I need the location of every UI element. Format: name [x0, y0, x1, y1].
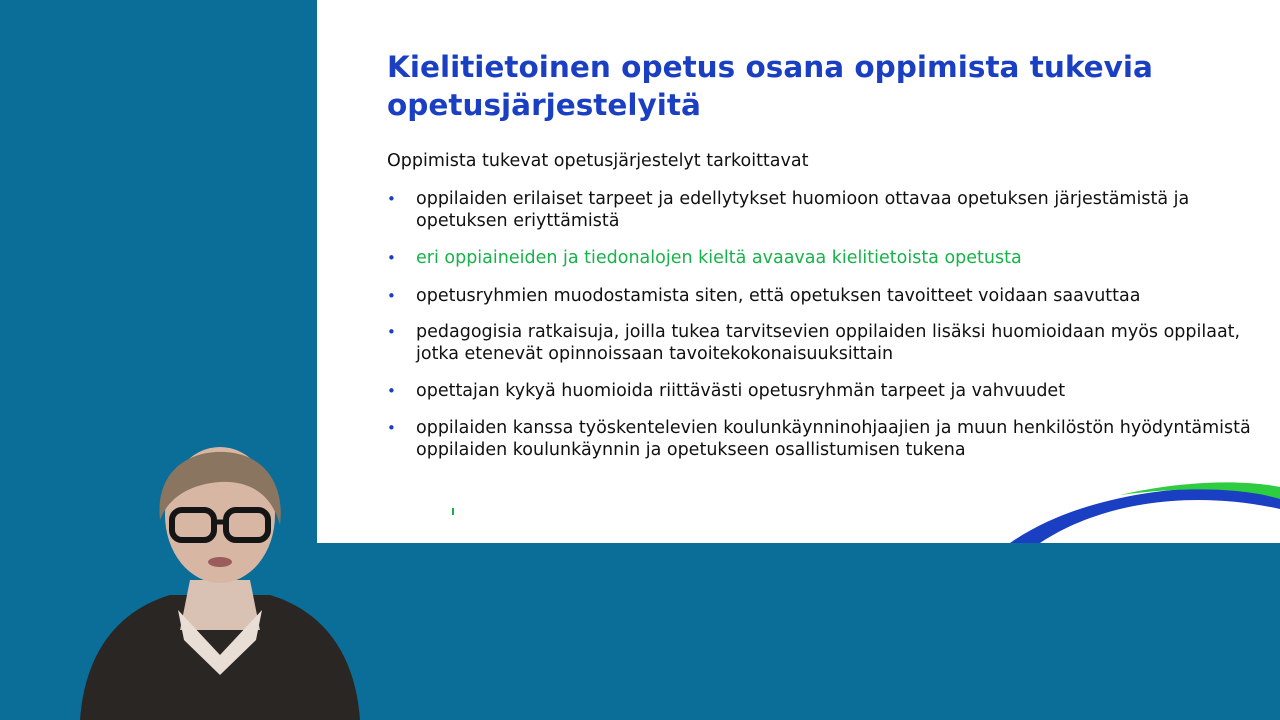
slide-panel [317, 0, 1280, 543]
bullet-text: pedagogisia ratkaisuja, joilla tukea tarvitsevien oppilaiden lisäksi huomioidaan myös oppilaat, jotka etenevät opinnoissaan tavoitekokonaisuuksittain [416, 322, 1241, 364]
bullet-dot-icon: • [387, 190, 396, 208]
bullet-text: eri oppiaineiden ja tiedonalojen kieltä avaavaa kielitietoista opetusta [416, 248, 1022, 268]
bullet-text: oppilaiden erilaiset tarpeet ja edellytykset huomioon ottavaa opetuksen järjestämistä ja opetuksen eriyttämistä [416, 189, 1190, 231]
bullet-dot-icon: • [387, 287, 396, 305]
bullet-dot-icon: • [387, 382, 396, 400]
bullet-item-highlighted [387, 247, 1267, 269]
text-cursor-mark [452, 508, 454, 515]
presenter-video [60, 440, 380, 720]
bullet-dot-icon: • [387, 249, 396, 267]
bullet-text: opetusryhmien muodostamista siten, että opetuksen tavoitteet voidaan saavuttaa [416, 286, 1141, 306]
swoosh-logo-icon [1000, 481, 1280, 543]
bullet-item [387, 188, 1267, 232]
slide-title: Kielitietoinen opetus osana oppimista tukevia opetusjärjestelyitä [387, 50, 1153, 122]
bullet-item [387, 285, 1267, 307]
bullet-item [387, 417, 1267, 461]
bullet-item [387, 321, 1267, 365]
slide-intro: Oppimista tukevat opetusjärjestelyt tarkoittavat [387, 151, 809, 171]
bullet-dot-icon: • [387, 419, 396, 437]
bullet-item [387, 380, 1267, 402]
bullet-dot-icon: • [387, 323, 396, 341]
bullet-text: oppilaiden kanssa työskentelevien koulunkäynninohjaajien ja muun henkilöstön hyödyntämistä oppilaiden koulunkäynnin ja opetukseen osallistumisen tukena [416, 418, 1251, 460]
bullet-text: opettajan kykyä huomioida riittävästi opetusryhmän tarpeet ja vahvuudet [416, 381, 1066, 401]
